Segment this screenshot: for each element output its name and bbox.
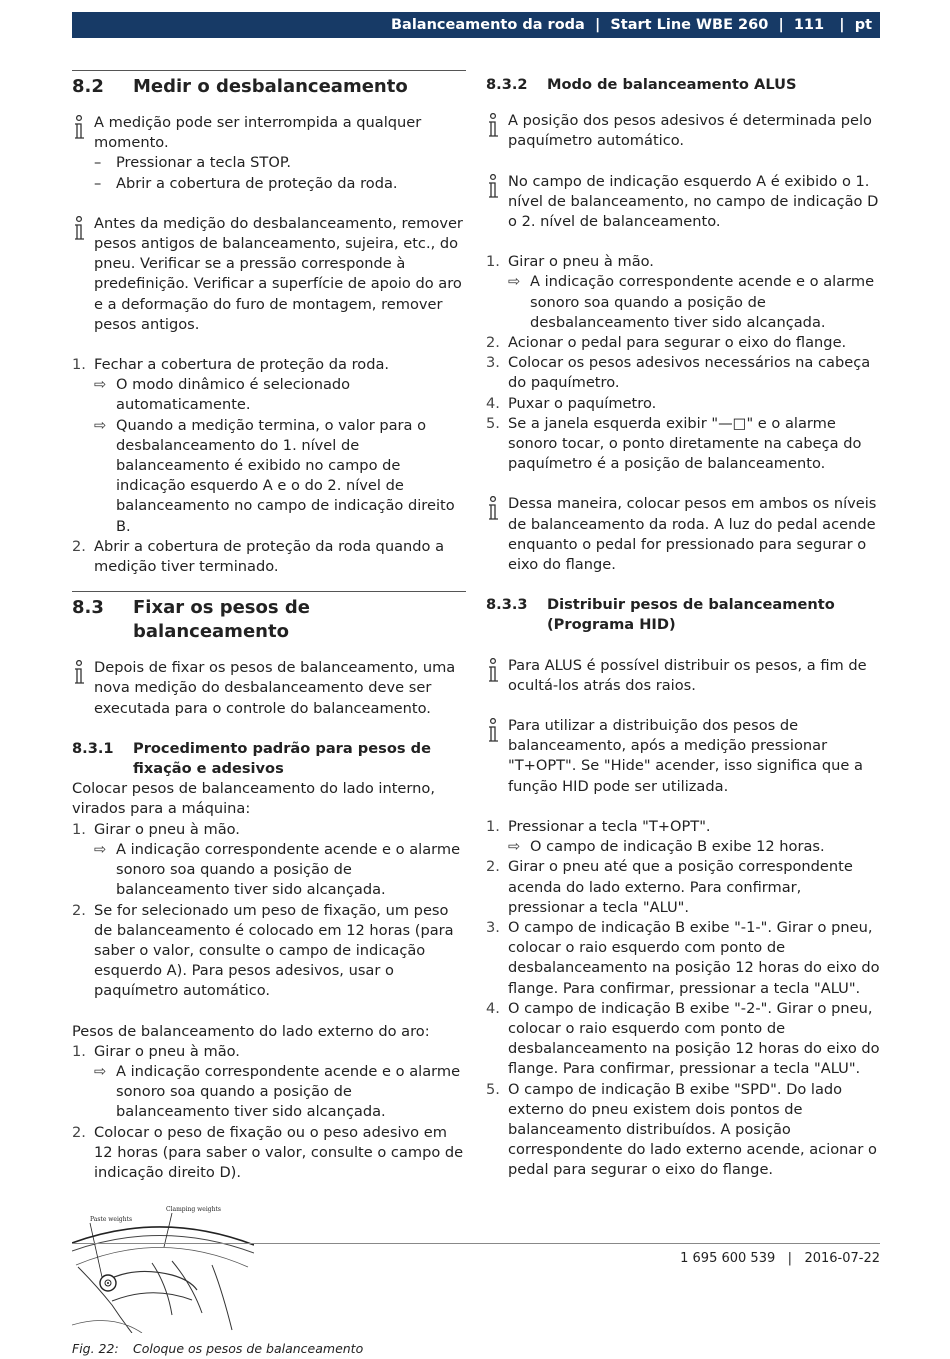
step-text: Fechar a cobertura de proteção da roda. (94, 356, 390, 374)
arrow-icon: ⇨ (94, 1062, 107, 1080)
section-title: Medir o desbalanceamento (133, 76, 408, 97)
list-item: 1. Girar o pneu à mão. (486, 253, 654, 271)
header-separator: | (839, 17, 845, 33)
arrow-icon: ⇨ (94, 840, 107, 858)
note-text: Para ALUS é possível distribuir os pesos, a fim de ocultá-los atrás dos raios. (508, 656, 867, 694)
arrow-icon: ⇨ (508, 838, 521, 856)
footer-divider (72, 1243, 880, 1244)
header-language: pt (854, 17, 872, 33)
info-note (72, 658, 466, 719)
info-note (486, 111, 880, 151)
result-item: ⇨ A indicação correspondente acende e o alarme sonoro soa quando a posição de balanceamento tiver sido alcançada. (72, 840, 466, 901)
paragraph: Pesos de balanceamento do lado externo do aro: (72, 1022, 430, 1040)
figure-caption-text: Coloque os pesos de balanceamento (133, 1341, 364, 1357)
subsection-number: 8.3.3 (486, 596, 528, 614)
document-number: 1 695 600 539 (680, 1251, 776, 1266)
info-icon (486, 656, 508, 696)
list-item: 3. O campo de indicação B exibe "-1-". Girar o pneu, colocar o raio esquerdo com ponto de desbalanceamento na posição 12 horas do eixo do flange. Para confirmar, pressionar a tecla "ALU". (486, 918, 880, 997)
header-section: Balanceamento da roda (391, 17, 585, 33)
arrow-icon: ⇨ (94, 416, 107, 434)
list-item: 4. Puxar o paquímetro. (486, 394, 657, 412)
note-text: No campo de indicação esquerdo A é exibido o 1. nível de balanceamento, no campo de indicação D o 2. nível de balanceamento. (508, 172, 879, 231)
subsection-title: Modo de balanceamento ALUS (547, 76, 797, 93)
arrow-icon: ⇨ (508, 273, 521, 291)
page-footer (680, 1251, 880, 1266)
info-icon (486, 494, 508, 575)
subsection-number: 8.3.1 (72, 739, 114, 757)
figure-label-clamp: Clamping weights (166, 1206, 221, 1214)
list-item: 2. Se for selecionado um peso de fixação, um peso de balanceamento é colocado em 12 horas (para saber o valor, consulte o campo de indicação esquerdo A). Para pesos adesivos, usar o paquímetro automático. (72, 901, 454, 1000)
info-note (486, 494, 880, 575)
info-icon (72, 214, 94, 335)
subsection-heading-8-3-2 (486, 75, 880, 95)
list-item: 2. Acionar o pedal para segurar o eixo do flange. (486, 334, 847, 352)
list-item: 1. Girar o pneu à mão. (72, 820, 240, 838)
list-item: 5. O campo de indicação B exibe "SPD". Do lado externo do pneu existem dois pontos de balanceamento distribuídos. A posição correspondente do lado externo acende, acionar o pedal para segurar o eixo do flange. (486, 1080, 877, 1179)
page-header (72, 12, 880, 38)
bullet-item: Abrir a cobertura de proteção da roda. (116, 174, 398, 192)
section-title: Fixar os pesos de balanceamento (133, 597, 310, 643)
header-product: Start Line WBE 260 (610, 17, 769, 33)
right-column (486, 70, 880, 1181)
subsection-number: 8.3.2 (486, 76, 528, 93)
note-text: Antes da medição do desbalanceamento, remover pesos antigos de balanceamento, sujeira, etc., do pneu. Verificar se a pressão corresponde à predefinição. Verificar a superfície de apoio do aro e a deformação do furo de montagem, remover pesos antigos. (94, 214, 463, 333)
section-heading-8-2 (72, 70, 466, 99)
list-item: 2. Abrir a cobertura de proteção da roda quando a medição tiver terminado. (72, 537, 466, 577)
left-column (72, 70, 466, 1359)
note-text: Dessa maneira, colocar pesos em ambos os níveis de balanceamento da roda. A luz do pedal acende enquanto o pedal for pressionado para segurar o eixo do flange. (508, 495, 877, 574)
info-note (72, 214, 466, 335)
header-separator: | (594, 17, 601, 33)
info-note (486, 716, 880, 797)
info-icon (486, 111, 508, 151)
note-text: Depois de fixar os pesos de balanceamento, uma nova medição do desbalanceamento deve ser executada para o controle do balanceamento. (94, 659, 456, 717)
figure-wheel-weights (72, 1205, 254, 1333)
info-note: A medição pode ser interrompida a qualquer momento. – Pressionar a tecla STOP. – Abrir a cobertura de proteção da roda. (72, 113, 466, 194)
step-text: Abrir a cobertura de proteção da roda quando a medição tiver terminado. (94, 537, 445, 576)
list-item: 1. Pressionar a tecla "T+OPT". (486, 817, 711, 835)
note-text: Para utilizar a distribuição dos pesos de balanceamento, após a medição pressionar "T+OPT". Se "Hide" acender, isso significa que a função HID pode ser utilizada. (508, 717, 863, 795)
bullet-item: Pressionar a tecla STOP. (116, 154, 291, 172)
figure-label-paste: Paste weights (90, 1216, 133, 1224)
paragraph: Colocar pesos de balanceamento do lado interno, virados para a máquina: (72, 780, 435, 818)
header-page-number: 111 (793, 17, 825, 33)
result-item: ⇨ O modo dinâmico é selecionado automaticamente. (72, 375, 466, 415)
info-note (486, 656, 880, 696)
note-text: A posição dos pesos adesivos é determinada pelo paquímetro automático. (508, 112, 872, 150)
info-note (486, 172, 880, 233)
header-separator: | (778, 17, 784, 33)
subsection-title: Procedimento padrão para pesos de fixação e adesivos (133, 739, 431, 778)
subsection-title: Distribuir pesos de balanceamento (Programa HID) (547, 596, 835, 634)
note-text: A medição pode ser interrompida a qualquer momento. (94, 114, 422, 152)
footer-separator: | (787, 1251, 793, 1266)
info-icon (486, 716, 508, 797)
subsection-heading-8-3-3 (486, 595, 880, 635)
result-item: ⇨ A indicação correspondente acende e o alarme sonoro soa quando a posição de desbalanceamento tiver sido alcançada. (486, 272, 880, 333)
list-item: 5. Se a janela esquerda exibir "—□" e o alarme sonoro tocar, o ponto diretamente na cabeça do paquímetro é a posição de balanceamento. (486, 414, 862, 473)
info-icon (72, 658, 94, 719)
list-item: 2. Colocar o peso de fixação ou o peso adesivo em 12 horas (para saber o valor, consulte o campo de indicação direito D). (72, 1123, 464, 1181)
section-number: 8.2 (72, 76, 104, 97)
list-item: 4. O campo de indicação B exibe "-2-". Girar o pneu, colocar o raio esquerdo com ponto de desbalanceamento na posição 12 horas do eixo do flange. Para confirmar, pressionar a tecla "ALU". (486, 999, 880, 1078)
figure-number: Fig. 22: (72, 1341, 119, 1357)
list-item: 2. Girar o pneu até que a posição correspondente acenda do lado externo. Para confirmar, pressionar a tecla "ALU". (486, 858, 853, 916)
result-item: ⇨ O campo de indicação B exibe 12 horas. (486, 837, 880, 857)
info-icon (72, 113, 94, 194)
arrow-icon: ⇨ (94, 376, 107, 394)
wheel-illustration (72, 1205, 254, 1333)
result-item: ⇨ Quando a medição termina, o valor para o desbalanceamento do 1. nível de balanceamento é exibido no campo de indicação esquerdo A e o do 2. nível de balanceamento no campo de indicação direito B. (72, 416, 466, 537)
section-heading-8-3 (72, 591, 466, 644)
section-number: 8.3 (72, 597, 104, 619)
subsection-heading-8-3-1 (72, 739, 466, 779)
figure-caption (72, 1339, 466, 1359)
list-item: 1. Fechar a cobertura de proteção da roda. (72, 355, 466, 375)
document-date: 2016-07-22 (804, 1251, 880, 1266)
result-item: ⇨ A indicação correspondente acende e o alarme sonoro soa quando a posição de balanceamento tiver sido alcançada. (72, 1062, 466, 1123)
info-icon (486, 172, 508, 233)
list-item: 3. Colocar os pesos adesivos necessários na cabeça do paquímetro. (486, 354, 871, 392)
list-item: 1. Girar o pneu à mão. (72, 1042, 240, 1060)
